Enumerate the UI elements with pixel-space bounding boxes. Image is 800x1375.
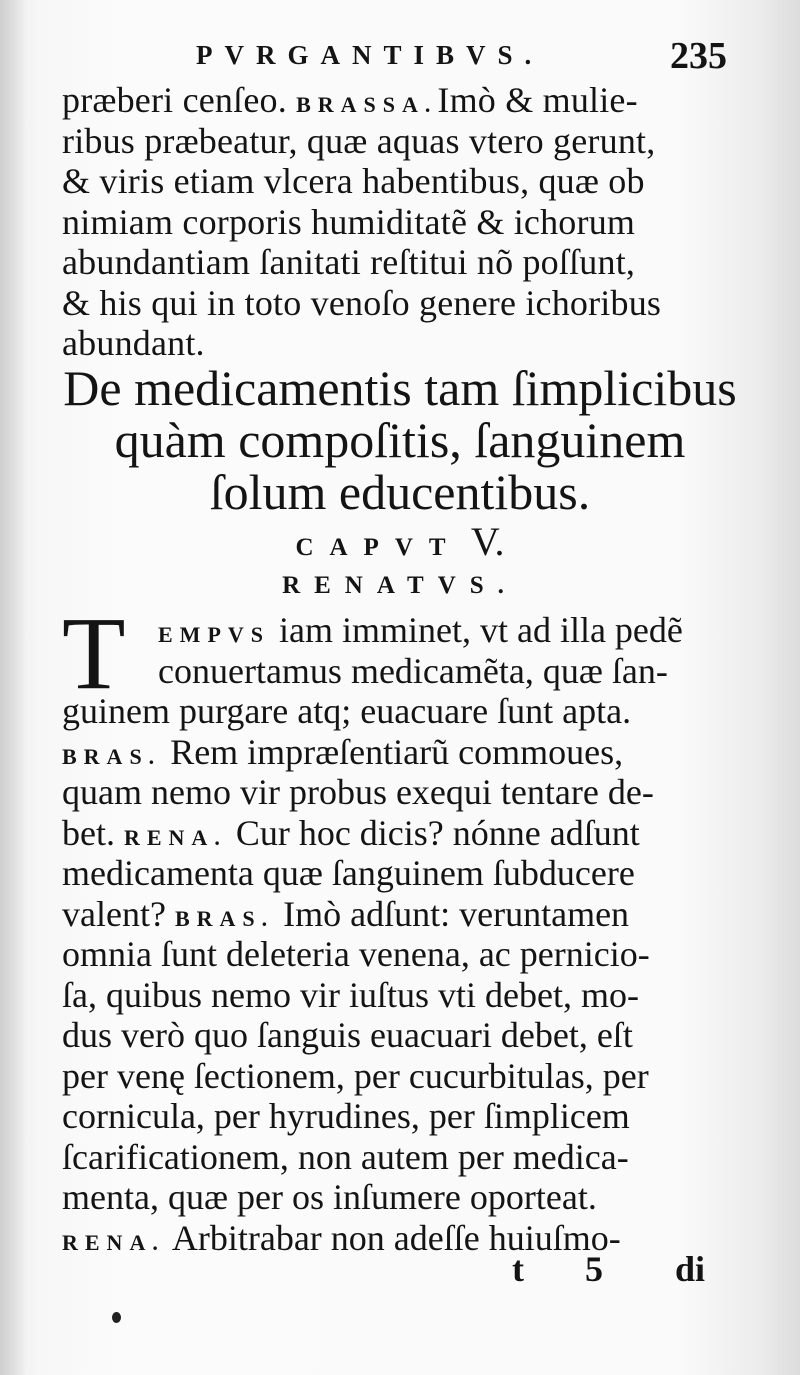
catchword: di — [675, 1249, 706, 1289]
chapter-label: CAPVT — [295, 534, 462, 561]
text-run: Imò adſunt: veruntamen — [274, 893, 630, 934]
text-line: omnia ſunt deleteria venena, ac pernicio- — [62, 934, 650, 974]
text-line — [62, 894, 722, 935]
text-line: nimiam corporis humiditatẽ & ichorum — [62, 201, 636, 242]
text-line: ſa, quibus nemo vir iuſtus vti debet, mo- — [62, 974, 639, 1015]
page-footer — [0, 1248, 800, 1298]
text-run: iam imminet, vt ad illa pedẽ — [270, 610, 683, 650]
text-line: ſcarificationem, non autem per medica- — [62, 1136, 629, 1177]
text-run: valent? — [62, 893, 175, 934]
speaker-abbrev: BRASSA. — [296, 92, 438, 117]
text-line — [62, 732, 722, 773]
text-run: præberi cenſeo. — [62, 80, 297, 120]
text-line: cornicula, per hyrudines, per ſimplicem — [62, 1096, 630, 1136]
text-line: guinem purgare atq; euacuare ſunt apta. — [62, 691, 632, 731]
text-line: abundant. — [62, 323, 205, 363]
text-line: quam nemo vir probus exequi tentare de- — [62, 772, 654, 812]
chapter-number: V. — [470, 519, 505, 564]
text-line — [62, 813, 722, 854]
text-line: conuertamus medicamẽta, quæ ſan- — [158, 650, 668, 691]
section-heading-line: ſolum educentibus. — [209, 464, 591, 520]
small-caps-run: EMPVS — [158, 622, 270, 647]
page-gutter-shadow — [0, 0, 26, 1375]
speaker-abbrev: RENA. — [123, 824, 227, 850]
text-line: & viris etiam vlcera habentibus, quæ ob — [62, 161, 645, 201]
text-line: menta, quæ per os inſumere oporteat. — [62, 1177, 597, 1217]
text-line: ribus præbeatur, quæ aquas vtero gerunt, — [62, 120, 656, 161]
text-line — [62, 610, 722, 651]
text-run: Rem impræſentiarũ commoues, — [161, 731, 624, 772]
running-head — [0, 28, 800, 78]
text-run: Arbitrabar non adeſſe huiuſmo- — [164, 1217, 621, 1258]
chapter-title — [0, 518, 800, 572]
text-line: medicamenta quæ ſanguinem ſubducere — [62, 853, 635, 893]
text-run: bet. — [62, 812, 124, 853]
speaker-abbrev: RENA. — [62, 1229, 165, 1255]
speaker-abbrev: BRAS. — [62, 743, 162, 769]
running-title: PVRGANTIBVS. — [196, 40, 544, 70]
text-run: Cur hoc dicis? nónne adſunt — [226, 812, 640, 853]
dialogue-paragraph — [62, 610, 722, 1258]
text-run: Imò & mulie- — [437, 80, 638, 120]
section-heading-line: quàm compoſitis, ſanguinem — [114, 412, 686, 468]
section-heading-line: De medicamentis tam ſimplicibus — [63, 360, 737, 416]
text-line — [62, 80, 722, 121]
text-line: & his qui in toto venoſo genere ichoribus — [62, 282, 662, 323]
intro-paragraph — [62, 80, 722, 364]
speaker-heading: RENATVS. — [282, 572, 518, 599]
page-number: 235 — [670, 35, 727, 77]
text-line: abundantiam ſanitati reſtitui nõ poſſunt, — [62, 242, 636, 282]
text-line: dus verò quo ſanguis euacuari debet, eſt — [62, 1015, 633, 1055]
text-line: per venę ſectionem, per cucurbitulas, per — [62, 1055, 649, 1096]
signature-number: 5 — [585, 1249, 603, 1289]
drop-capital: T — [62, 596, 126, 711]
speaker-abbrev: BRAS. — [174, 905, 275, 931]
ink-speck — [112, 1312, 121, 1323]
signature-mark: t — [512, 1249, 524, 1289]
